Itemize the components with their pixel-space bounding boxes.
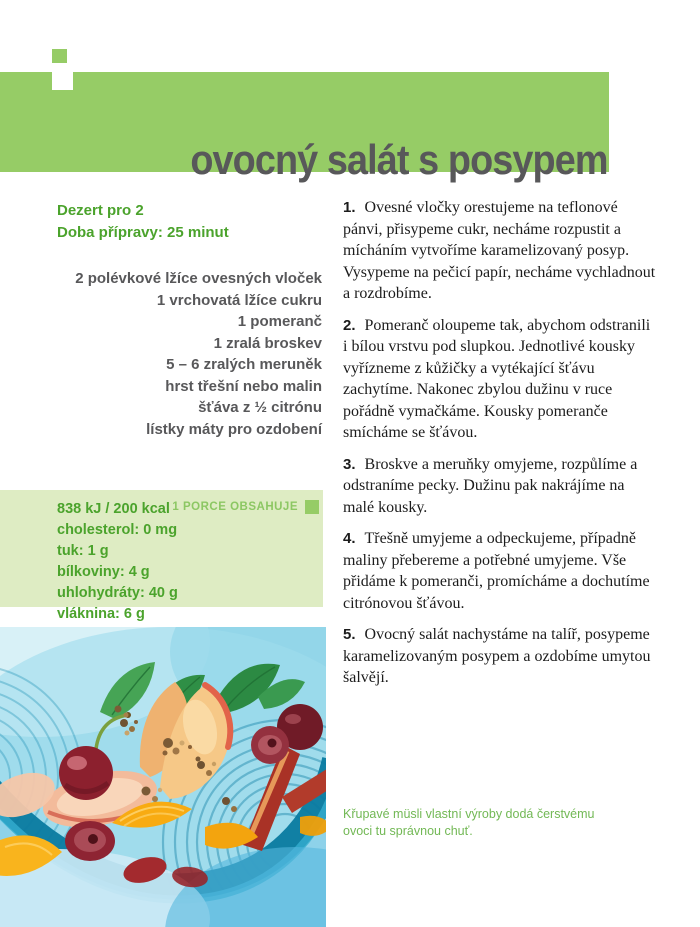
step-number: 2. <box>343 316 356 334</box>
ingredient-line: 5 – 6 zralých meruněk <box>166 356 322 373</box>
nutrition-line: vláknina: 6 g <box>57 606 145 622</box>
green-accent-square <box>52 49 67 63</box>
step-text: Broskve a meruňky omyjeme, rozpůlíme a odstraníme pecky. Dužinu pak nakrájíme na malé kousky. <box>343 455 638 516</box>
nutrition-box <box>0 490 323 622</box>
nutrition-line: tuk: 1 g <box>57 543 109 559</box>
ingredient-line: 1 vrchovatá lžíce cukru <box>156 291 322 309</box>
fruit-salad-photo <box>0 627 326 927</box>
instructions <box>343 197 656 699</box>
step-4 <box>343 528 656 614</box>
step-3 <box>343 454 656 519</box>
nutrition-line: 838 kJ / 200 kcal <box>57 501 170 517</box>
step-number: 4. <box>343 530 356 547</box>
nutrition-line: uhlohydráty: 40 g <box>57 585 178 601</box>
ingredient-line: 2 polévkové lžíce ovesných vloček <box>75 270 322 287</box>
step-text: Ovesné vločky orestujeme na teflonové pánvi, přisypeme cukr, necháme rozpustit a mícháním vytvoříme karamelizovaný posyp. Vysypeme na pečicí papír, necháme vychladnout a rozdrobíme. <box>343 199 656 302</box>
step-5 <box>343 624 656 689</box>
step-number: 3. <box>343 455 356 473</box>
ingredient-list <box>30 268 322 440</box>
nutrition-line: bílkoviny: 4 g <box>57 564 150 580</box>
ingredient-line: 1 pomeranč <box>237 313 322 330</box>
nutrition-heading-label: 1 PORCE OBSAHUJE <box>172 501 298 513</box>
ingredient-line: 1 zralá broskev <box>213 334 322 352</box>
page-title: ovocný salát s posypem <box>190 136 608 183</box>
recipe-meta <box>57 200 229 244</box>
step-number: 1. <box>343 199 356 216</box>
step-text: Třešně umyjeme a odpeckujeme, případně maliny přebereme a potřebné umyjeme. Vše přidáme k pomeranči, promícháme a dochutíme citrónovou šťávou. <box>343 530 650 612</box>
step-text: Ovocný salát nachystáme na talíř, posypeme karamelizovaným posypem a ozdobíme umytou šalvějí. <box>343 626 651 686</box>
step-2 <box>343 315 656 444</box>
serving-info: Dezert pro 2 <box>57 202 144 219</box>
recipe-photo <box>0 627 326 927</box>
ingredient-line: lístky máty pro ozdobení <box>146 420 322 438</box>
step-1 <box>343 197 656 305</box>
ingredient-line: hrst třešní nebo malin <box>165 377 322 395</box>
step-number: 5. <box>343 626 356 643</box>
ingredient-line: šťáva z ½ citrónu <box>198 399 322 416</box>
nutrition-values <box>57 499 178 625</box>
nutrition-line: cholesterol: 0 mg <box>57 522 178 538</box>
nutrition-heading <box>172 500 319 514</box>
tip-note: Křupavé müsli vlastní výroby dodá čerstvému ovoci tu správnou chuť. <box>343 807 595 838</box>
prep-time: Doba přípravy: 25 minut <box>57 224 229 241</box>
step-text: Pomeranč oloupeme tak, abychom odstranili i bílou vrstvu pod slupkou. Jednotlivé kousky vyřízneme z kůžičky a vytékající šťávu zachytíme. Nakonec zbylou dužinu v ruce pořádně vymačkáme. Kousky pomeranče smícháme se šťávou. <box>343 316 651 441</box>
green-square-icon <box>305 500 319 514</box>
band-notch <box>52 72 73 90</box>
